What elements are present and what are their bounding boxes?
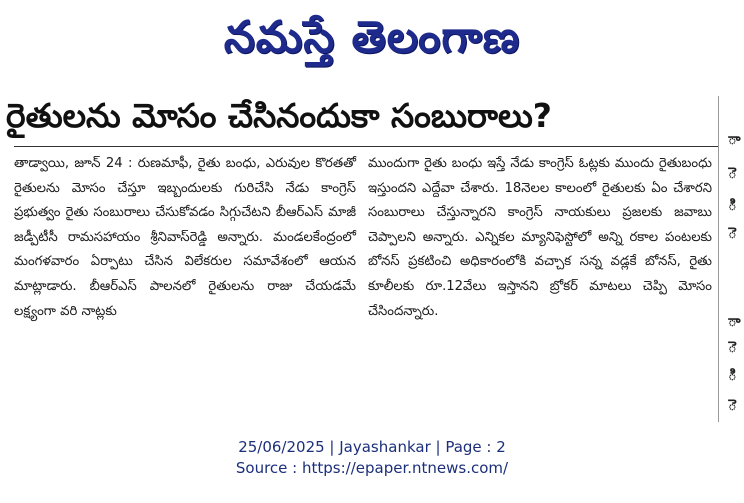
edge-fragment: ా (728, 312, 741, 330)
footer-date-page: 25/06/2025 | Jayashankar | Page : 2 (238, 438, 506, 456)
edge-fragment: ి (728, 196, 737, 214)
newspaper-logo: నమస్తే తెలంగాణ (223, 12, 521, 63)
article-headline: రైతులను మోసం చేసినందుకా సంబురాలు? (6, 96, 552, 135)
headline-rule (14, 146, 718, 147)
footer-source: Source : https://epaper.ntnews.com/ (235, 459, 509, 477)
footer (0, 437, 744, 479)
edge-fragment: ె (728, 396, 737, 414)
adjacent-article-edge (728, 124, 744, 424)
edge-fragment: ె (728, 338, 737, 356)
masthead (0, 0, 744, 86)
edge-fragment: ా (728, 130, 741, 148)
column-divider (718, 96, 719, 422)
article-column-1 (14, 152, 356, 324)
column-2-text: ముందుగా రైతు బంధు ఇస్తే నేడు కాంగ్రెస్ ఓట్లకు ముందు రైతుబంధు ఇస్తుందని ఎద్దేవా చేశారు. 18నెలల కాలంలో రైతులకు ఏం చేశారని సంబురాలు చేస్తున్నారని కాంగ్రెస్ నాయకులు ప్రజలకు జవాబు చెప్పాలని అన్నారు. ఎన్నికల మ్యానిఫెస్టోలో అన్ని రకాల పంటలకు బోనస్ ప్రకటించి అధికారంలోకి వచ్చాక సన్న వడ్లకే బోనస్, రైతు కూలీలకు రూ.12వేలు ఇస్తానని బ్రోకర్ మాటలు చెప్పి మోసం చేసిందన్నారు. (368, 156, 712, 319)
column-1-text: తాడ్వాయి, జూన్ 24 : రుణమాఫీ, రైతు బంధు, ఎరువుల కొరతతో రైతులను మోసం చేస్తూ ఇబ్బందులకు గురిచేసి నేడు కాంగ్రెస్ ప్రభుత్వం రైతు సంబురాలు చేసుకోవడం సిగ్గుచేటని బీఆర్ఎస్ మాజీ జడ్పీటీసీ రామసహాయం శ్రీనివాస్‌రెడ్డి అన్నారు. మండలకేంద్రంలో మంగళవారం ఏర్పాటు చేసిన విలేకరుల సమావేశంలో ఆయన మాట్లాడారు. బీఆర్ఎస్ పాలనలో రైతులను రాజు చేయడమే లక్ష్యంగా వరి నాట్లకు (14, 156, 356, 319)
edge-fragment: ె (728, 224, 737, 242)
edge-fragment: ి (728, 366, 737, 384)
article-column-2 (368, 152, 712, 324)
edge-fragment: ె (728, 164, 737, 182)
